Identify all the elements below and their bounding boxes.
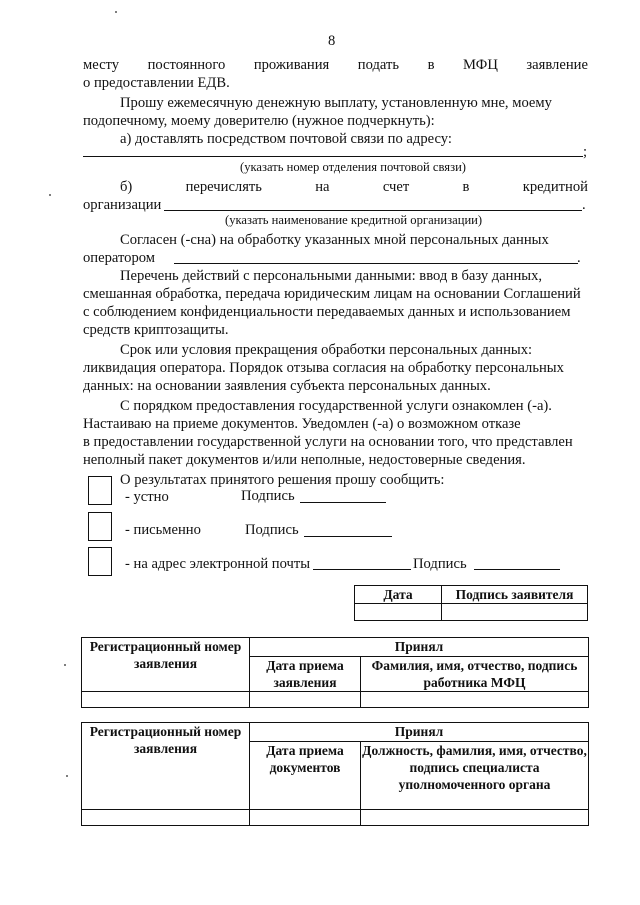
authority-accepted-header: Принял	[250, 723, 589, 742]
option-b-prefix: организации	[83, 197, 162, 213]
written-signature-line[interactable]	[304, 536, 392, 537]
email-address-line[interactable]	[313, 569, 411, 570]
actions-line-4: средств криптозащиты.	[83, 322, 229, 338]
option-b-caption: (указать наименование кредитной организации)	[225, 213, 483, 227]
mfc-accepted-header: Принял	[250, 638, 589, 657]
authority-person-cell[interactable]	[361, 810, 589, 826]
applicant-sign-table	[354, 585, 588, 621]
oral-signature-line[interactable]	[300, 502, 386, 503]
email-label: - на адрес электронной почты	[125, 556, 311, 572]
authority-reg-number-cell[interactable]	[82, 810, 250, 826]
postal-address-line[interactable]	[83, 156, 583, 157]
consent-prefix: оператором	[83, 250, 156, 266]
actions-line-2: смешанная обработка, передача юридическим лицам на основании Соглашений	[83, 286, 581, 302]
option-a-end: ;	[583, 144, 588, 160]
procedure-line-3: в предоставлении государственной услуги на основании того, что представлен	[83, 434, 573, 450]
authority-table	[81, 722, 589, 826]
procedure-line-2: Настаиваю на приеме документов. Уведомлен (-а) о возможном отказе	[83, 416, 521, 432]
mfc-table	[81, 637, 589, 708]
option-a-caption: (указать номер отделения почтовой связи)	[240, 160, 466, 174]
scan-speck	[66, 775, 68, 777]
consent-line-1: Согласен (-сна) на обработку указанных мной персональных данных	[120, 232, 549, 248]
option-b-line-1: б) перечислять на счет в кредитной	[120, 179, 588, 195]
written-label: - письменно	[125, 522, 201, 538]
applicant-signature-cell[interactable]	[442, 604, 588, 621]
scan-speck	[49, 194, 51, 196]
notify-heading: О результатах принятого решения прошу сообщить:	[120, 472, 445, 488]
operator-line[interactable]	[174, 263, 578, 264]
procedure-line-1: С порядком предоставления государственной услуги ознакомлен (-а).	[120, 398, 552, 414]
actions-line-3: с соблюдением конфиденциальности передаваемых данных и использованием	[83, 304, 571, 320]
date-cell[interactable]	[355, 604, 442, 621]
date-header: Дата	[355, 586, 442, 604]
credit-org-line[interactable]	[164, 210, 582, 211]
authority-reg-number-header: Регистрационный номер заявления	[82, 723, 250, 810]
authority-date-header: Дата приема документов	[250, 742, 361, 810]
oral-label: - устно	[125, 489, 169, 505]
oral-signature-label: Подпись	[241, 488, 295, 504]
term-line-1: Срок или условия прекращения обработки персональных данных:	[120, 342, 533, 358]
email-signature-label: Подпись	[413, 556, 467, 572]
email-signature-line[interactable]	[474, 569, 560, 570]
email-checkbox[interactable]	[88, 547, 112, 576]
mfc-reg-number-cell[interactable]	[82, 692, 250, 708]
option-b-end: .	[582, 197, 586, 213]
actions-line-1: Перечень действий с персональными данными: ввод в базу данных,	[120, 268, 543, 284]
written-signature-label: Подпись	[245, 522, 299, 538]
intro-line-1: месту постоянного проживания подать в МФЦ заявление	[83, 57, 588, 73]
term-line-2: ликвидация оператора. Порядок отзыва согласия на обработку персональных	[83, 360, 564, 376]
term-line-3: данных: на основании заявления субъекта персональных данных.	[83, 378, 491, 394]
page-number: 8	[328, 33, 336, 49]
mfc-reg-number-header: Регистрационный номер заявления	[82, 638, 250, 692]
intro-line-2: о предоставлении ЕДВ.	[83, 75, 230, 91]
scan-speck	[64, 664, 66, 666]
oral-checkbox[interactable]	[88, 476, 112, 505]
applicant-signature-header: Подпись заявителя	[442, 586, 588, 604]
authority-person-header: Должность, фамилия, имя, отчество, подпись специалиста уполномоченного органа	[361, 742, 589, 810]
procedure-line-4: неполный пакет документов и/или неполные, недостоверные сведения.	[83, 452, 526, 468]
mfc-date-header: Дата приема заявления	[250, 657, 361, 692]
consent-end: .	[577, 250, 581, 266]
mfc-person-cell[interactable]	[361, 692, 589, 708]
written-checkbox[interactable]	[88, 512, 112, 541]
authority-date-cell[interactable]	[250, 810, 361, 826]
mfc-person-header: Фамилия, имя, отчество, подпись работника МФЦ	[361, 657, 589, 692]
mfc-date-cell[interactable]	[250, 692, 361, 708]
request-line-2: подопечному, моему доверителю (нужное подчеркнуть):	[83, 113, 435, 129]
option-a-label: а) доставлять посредством почтовой связи по адресу:	[120, 131, 452, 147]
request-line-1: Прошу ежемесячную денежную выплату, установленную мне, моему	[120, 95, 552, 111]
scan-speck	[115, 11, 117, 13]
